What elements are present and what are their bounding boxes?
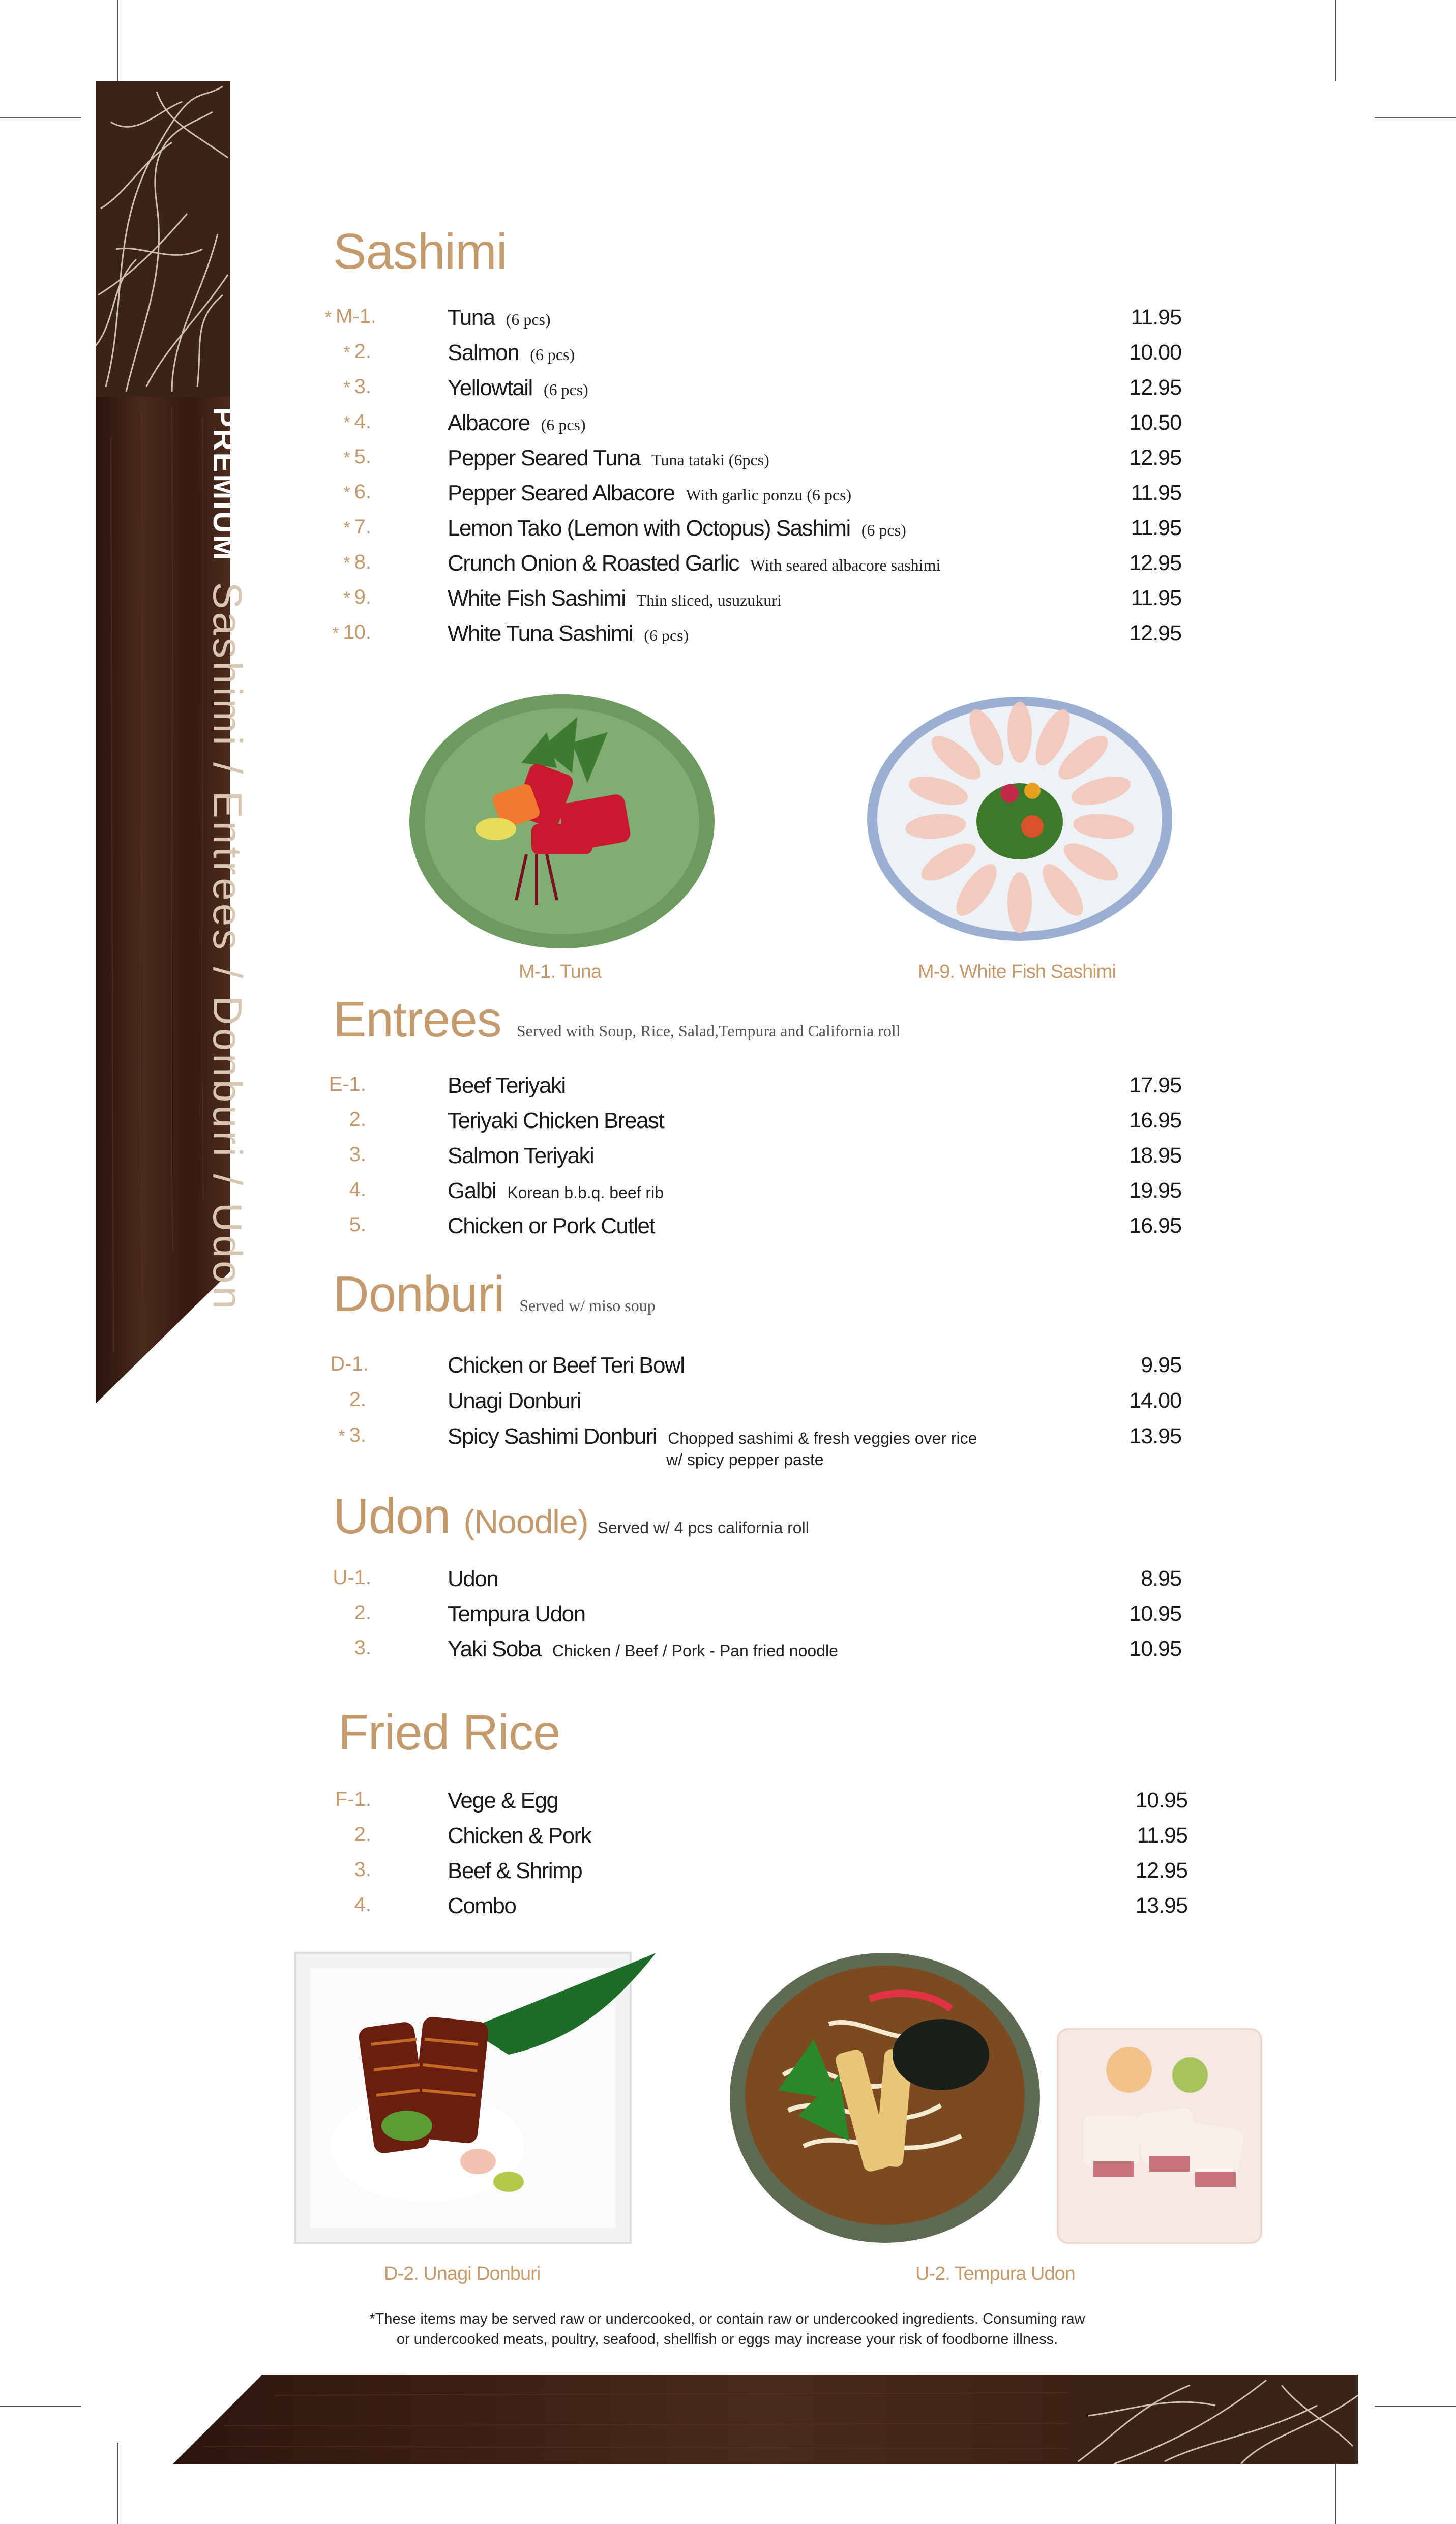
item-number-text: E-1. <box>329 1073 366 1095</box>
item-name <box>448 340 575 366</box>
item-name-text: Yaki Soba <box>448 1637 541 1661</box>
item-price: 8.95 <box>1141 1566 1181 1591</box>
item-name-text: Chicken or Beef Teri Bowl <box>448 1353 685 1378</box>
banner-premium: PREMIUM <box>207 407 241 562</box>
entree-item <box>0 1108 1456 1139</box>
item-price: 13.95 <box>1135 1893 1187 1918</box>
item-number-text: U-1. <box>333 1566 371 1589</box>
item-number <box>343 410 371 433</box>
item-name <box>448 1637 838 1662</box>
item-number <box>354 1893 371 1916</box>
item-description: With seared albacore sashimi <box>750 556 941 574</box>
item-price: 10.95 <box>1129 1601 1181 1626</box>
item-name-text: White Fish Sashimi <box>448 586 626 611</box>
bottom-banner <box>173 2375 1358 2464</box>
entrees-title <box>333 991 901 1048</box>
item-price: 9.95 <box>1141 1353 1181 1377</box>
item-name <box>448 516 906 541</box>
item-number <box>343 516 371 539</box>
entree-item <box>0 1073 1456 1104</box>
item-price: 16.95 <box>1129 1108 1181 1133</box>
item-number-text: F-1. <box>335 1788 371 1810</box>
item-description: Chicken / Beef / Pork - Pan fried noodle <box>552 1642 838 1660</box>
crop-mark <box>1375 117 1456 118</box>
item-name <box>448 1213 655 1239</box>
item-name <box>448 1108 664 1134</box>
item-name-text: Spicy Sashimi Donburi <box>448 1424 657 1449</box>
item-description: With garlic ponzu (6 pcs) <box>686 486 852 504</box>
entree-item <box>0 1213 1456 1244</box>
unagi-donburi-plate-icon <box>290 1943 656 2248</box>
item-name <box>448 551 940 576</box>
raw-warning-star: * <box>343 553 350 573</box>
udon-item <box>0 1601 1456 1632</box>
item-name <box>448 1788 558 1814</box>
fried-rice-item <box>0 1788 1456 1819</box>
fried-rice-item <box>0 1893 1456 1924</box>
item-price: 11.95 <box>1131 305 1181 330</box>
donburi-note: Served w/ miso soup <box>519 1296 656 1315</box>
item-name <box>448 1353 684 1378</box>
sashimi-item <box>0 305 1456 336</box>
udon-item <box>0 1566 1456 1597</box>
item-name-text: Udon <box>448 1566 498 1591</box>
item-number-text: 4. <box>354 410 371 433</box>
item-price: 12.95 <box>1129 446 1181 470</box>
fried-rice-title: Fried Rice <box>338 1704 560 1760</box>
raw-warning-star: * <box>332 623 339 643</box>
item-number-text: 2. <box>354 340 371 363</box>
item-number-text: 9. <box>354 586 371 608</box>
item-name <box>448 446 769 471</box>
item-name-text: Unagi Donburi <box>448 1388 581 1413</box>
raw-warning-star: * <box>343 483 350 502</box>
item-price: 12.95 <box>1135 1858 1187 1883</box>
item-name-text: Albacore <box>448 410 530 435</box>
item-description-line-2: w/ spicy pepper paste <box>666 1450 824 1469</box>
item-price: 13.95 <box>1129 1424 1181 1448</box>
item-name <box>448 1566 498 1592</box>
item-number-text: 5. <box>349 1213 366 1236</box>
item-number-text: 6. <box>354 481 371 503</box>
item-name-text: Tempura Udon <box>448 1601 585 1626</box>
item-number-text: 7. <box>354 516 371 538</box>
item-name-text: Salmon <box>448 340 519 365</box>
item-number <box>343 446 371 468</box>
item-name-text: Yellowtail <box>448 375 532 400</box>
item-name-text: Pepper Seared Albacore <box>448 481 675 506</box>
item-name <box>448 1893 516 1919</box>
donburi-title-text: Donburi <box>333 1266 504 1322</box>
item-number-text: 3. <box>354 375 371 398</box>
item-name-text: Beef Teriyaki <box>448 1073 566 1098</box>
white-fish-caption: M-9. White Fish Sashimi <box>918 961 1116 983</box>
item-price: 11.95 <box>1137 1823 1187 1848</box>
item-name <box>448 1601 585 1627</box>
sashimi-item <box>0 551 1456 581</box>
item-name-text: Galbi <box>448 1178 496 1203</box>
item-description: Korean b.b.q. beef rib <box>507 1183 664 1202</box>
item-price: 10.50 <box>1129 410 1181 435</box>
item-number-text: 2. <box>354 1823 371 1846</box>
crop-mark <box>117 0 118 81</box>
sashimi-item <box>0 340 1456 371</box>
item-name-text: Teriyaki Chicken Breast <box>448 1108 664 1133</box>
item-price: 17.95 <box>1129 1073 1181 1097</box>
unagi-donburi-caption: D-2. Unagi Donburi <box>384 2263 541 2284</box>
item-description: (6 pcs) <box>644 626 689 644</box>
item-name <box>448 1424 977 1469</box>
entrees-note: Served with Soup, Rice, Salad,Tempura and California roll <box>516 1022 901 1040</box>
crop-mark <box>117 2443 118 2524</box>
item-number <box>354 1858 371 1881</box>
unagi-donburi-photo <box>290 1943 656 2248</box>
item-name <box>448 1823 591 1849</box>
raw-warning-star: * <box>343 448 350 467</box>
item-name-text: Crunch Onion & Roasted Garlic <box>448 551 739 576</box>
donburi-title <box>333 1265 656 1323</box>
item-name <box>448 1858 582 1884</box>
udon-title-text: Udon <box>333 1488 451 1544</box>
crop-mark <box>1335 0 1336 81</box>
item-number-text: 5. <box>354 446 371 468</box>
disclaimer <box>285 2309 1170 2350</box>
fried-rice-item <box>0 1823 1456 1854</box>
item-number <box>349 1178 366 1201</box>
tempura-udon-photo <box>727 1948 1266 2248</box>
item-price: 10.95 <box>1129 1637 1181 1661</box>
donburi-item <box>0 1353 1456 1383</box>
item-number <box>330 1353 369 1376</box>
donburi-item <box>0 1388 1456 1419</box>
raw-warning-star: * <box>343 518 350 538</box>
item-number-text: 3. <box>349 1424 366 1446</box>
item-number <box>349 1213 366 1236</box>
item-number-text: M-1. <box>336 305 376 328</box>
tuna-caption: M-1. Tuna <box>519 961 602 983</box>
sashimi-item <box>0 375 1456 406</box>
item-description: (6 pcs) <box>506 310 551 329</box>
item-name-text: Beef & Shrimp <box>448 1858 582 1883</box>
item-name-text: Lemon Tako (Lemon with Octopus) Sashimi <box>448 516 850 541</box>
udon-note: Served w/ 4 pcs california roll <box>597 1519 809 1537</box>
item-number-text: 2. <box>354 1601 371 1624</box>
udon-item <box>0 1637 1456 1667</box>
raw-warning-star: * <box>343 588 350 608</box>
raw-warning-star: * <box>343 343 350 362</box>
item-price: 11.95 <box>1131 481 1181 505</box>
fried-rice-item <box>0 1858 1456 1889</box>
item-description: (6 pcs) <box>543 380 588 399</box>
item-price: 10.95 <box>1135 1788 1187 1813</box>
item-name-text: Salmon Teriyaki <box>448 1143 594 1168</box>
sashimi-item <box>0 621 1456 651</box>
raw-warning-star: * <box>338 1427 345 1446</box>
item-name <box>448 1388 581 1414</box>
item-number <box>325 305 376 328</box>
item-price: 11.95 <box>1131 516 1181 540</box>
item-number <box>332 621 371 644</box>
item-description: (6 pcs) <box>861 521 906 539</box>
item-price: 19.95 <box>1129 1178 1181 1203</box>
crop-mark <box>0 2406 81 2407</box>
item-name <box>448 375 588 401</box>
item-price: 12.95 <box>1129 551 1181 575</box>
item-name <box>448 1143 593 1169</box>
item-description: Thin sliced, usuzukuri <box>636 591 782 609</box>
item-number <box>335 1788 371 1811</box>
item-number-text: 4. <box>354 1893 371 1916</box>
banner-title: Sashimi / Entrees / Donburi / Udon <box>205 582 250 1313</box>
item-number <box>349 1388 366 1411</box>
udon-title-paren: (Noodle) <box>463 1503 588 1540</box>
item-name <box>448 410 586 436</box>
crop-mark <box>0 117 81 118</box>
item-description: (6 pcs) <box>541 415 586 434</box>
sashimi-item <box>0 586 1456 616</box>
item-name <box>448 1178 664 1204</box>
udon-title <box>333 1488 809 1545</box>
raw-warning-star: * <box>343 413 350 432</box>
item-name <box>448 1073 566 1098</box>
item-price: 12.95 <box>1129 375 1181 400</box>
raw-warning-star: * <box>324 308 332 327</box>
item-name-text: White Tuna Sashimi <box>448 621 633 646</box>
item-name <box>448 621 689 646</box>
item-name-text: Chicken or Pork Cutlet <box>448 1213 655 1238</box>
item-name <box>448 481 851 506</box>
item-name-text: Combo <box>448 1893 516 1918</box>
item-name-text: Tuna <box>448 305 495 330</box>
item-description: Chopped sashimi & fresh veggies over rice <box>668 1429 977 1447</box>
tuna-sashimi-plate-icon <box>404 687 720 951</box>
item-number-text: 10. <box>343 621 371 643</box>
item-number-text: D-1. <box>330 1353 369 1375</box>
item-number <box>343 481 371 503</box>
entrees-title-text: Entrees <box>333 991 501 1047</box>
tuna-sashimi-photo <box>404 687 720 951</box>
tempura-udon-bowl-icon <box>727 1948 1266 2248</box>
crop-mark <box>1375 2406 1456 2407</box>
item-number <box>354 1637 371 1659</box>
item-price: 12.95 <box>1129 621 1181 645</box>
item-description: Tuna tataki (6pcs) <box>651 451 769 469</box>
entree-item <box>0 1143 1456 1174</box>
item-name-text: Vege & Egg <box>448 1788 558 1813</box>
item-number <box>338 1424 366 1447</box>
item-price: 11.95 <box>1131 586 1181 610</box>
entree-item <box>0 1178 1456 1209</box>
item-number-text: 3. <box>354 1858 371 1881</box>
item-name-text: Chicken & Pork <box>448 1823 591 1848</box>
sashimi-item <box>0 446 1456 476</box>
item-number-text: 2. <box>349 1388 366 1411</box>
tempura-udon-caption: U-2. Tempura Udon <box>915 2263 1075 2284</box>
item-number-text: 3. <box>354 1637 371 1659</box>
item-name-text: Pepper Seared Tuna <box>448 446 641 470</box>
sashimi-item <box>0 516 1456 546</box>
item-number <box>333 1566 371 1589</box>
item-name <box>448 586 782 611</box>
white-fish-sashimi-plate-icon <box>865 692 1175 946</box>
item-name <box>448 305 551 331</box>
item-number <box>343 340 371 363</box>
item-number-text: 8. <box>354 551 371 573</box>
donburi-item <box>0 1424 1456 1469</box>
item-number <box>349 1108 366 1131</box>
item-number-text: 2. <box>349 1108 366 1131</box>
item-number <box>349 1143 366 1166</box>
item-price: 14.00 <box>1129 1388 1181 1413</box>
raw-warning-star: * <box>343 378 350 397</box>
item-number-text: 4. <box>349 1178 366 1201</box>
white-fish-sashimi-photo <box>865 692 1175 946</box>
item-number <box>354 1601 371 1624</box>
item-price: 16.95 <box>1129 1213 1181 1238</box>
disclaimer-line-2: or undercooked meats, poultry, seafood, shellfish or eggs may increase your risk of foodborne illness. <box>396 2331 1058 2348</box>
item-number <box>343 586 371 609</box>
item-description: (6 pcs) <box>530 345 575 364</box>
item-price: 10.00 <box>1129 340 1181 365</box>
item-number <box>343 551 371 574</box>
disclaimer-line-1: *These items may be served raw or undercooked, or contain raw or undercooked ingredients. Consuming raw <box>369 2311 1085 2327</box>
sashimi-title: Sashimi <box>333 223 507 279</box>
item-number-text: 3. <box>349 1143 366 1166</box>
sashimi-item <box>0 481 1456 511</box>
bottom-wood-graphic <box>173 2375 1358 2464</box>
item-number <box>329 1073 366 1096</box>
item-price: 18.95 <box>1129 1143 1181 1168</box>
sashimi-item <box>0 410 1456 441</box>
item-number <box>354 1823 371 1846</box>
item-number <box>343 375 371 398</box>
